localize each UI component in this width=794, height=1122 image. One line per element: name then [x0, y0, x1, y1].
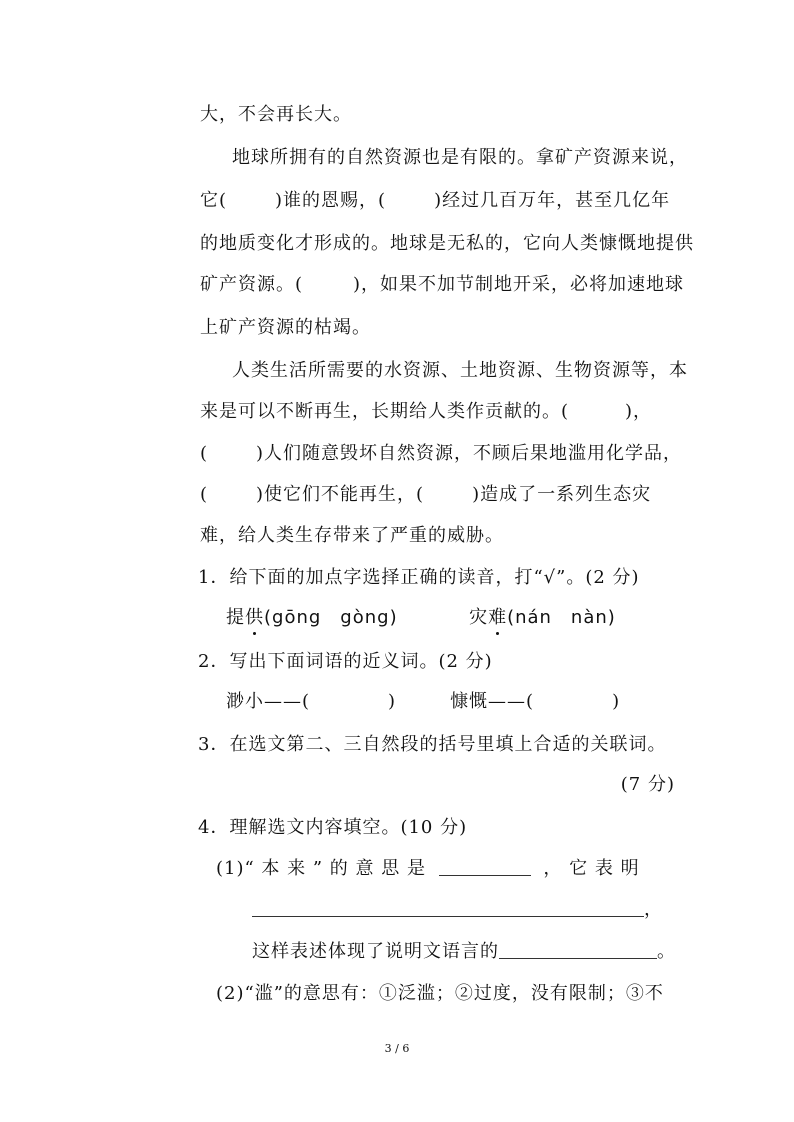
synonym-prompt: 渺小——(	[226, 691, 311, 712]
word-option[interactable]	[469, 607, 616, 628]
sub-question-text: 这样表述体现了说明文语言的	[252, 941, 499, 962]
passage-line	[200, 189, 675, 213]
passage-line	[200, 232, 694, 256]
sub-question-text: (1)“ 本 来 ” 的 意 思 是	[216, 858, 426, 879]
passage-text: )谁的恩赐，(	[275, 190, 387, 211]
question-text: 2．写出下面词语的近义词。(2 分)	[198, 651, 493, 672]
passage-text: )，如果不加节制地开采，必将加速地球	[353, 274, 685, 295]
passage-line	[200, 103, 675, 127]
passage-text: 上矿产资源的枯竭。	[200, 317, 371, 338]
question-4-1-cont	[252, 898, 672, 922]
score-label: (7 分)	[620, 774, 675, 795]
answer-line[interactable]	[499, 940, 657, 959]
char: 提	[226, 607, 245, 628]
sub-question-text: ， 它 表 明	[543, 858, 640, 879]
question-text: 1．给下面的加点字选择正确的读音，打“√”。(2 分)	[198, 567, 640, 588]
question-2-answers	[226, 690, 646, 714]
pinyin-options: (nán nàn)	[507, 607, 616, 628]
answer-line[interactable]	[439, 857, 531, 876]
passage-text: (	[200, 443, 209, 464]
question-1	[198, 566, 678, 590]
passage-text: 人类生活所需要的水资源、土地资源、生物资源等，本	[232, 360, 688, 381]
passage-text: 来是可以不断再生，长期给人类作贡献的。(	[200, 401, 570, 422]
question-4-2	[216, 982, 676, 1006]
dotted-char: 供	[245, 607, 264, 628]
page-number: 3 / 6	[384, 1042, 410, 1055]
question-text: 3．在选文第二、三自然段的括号里填上合适的关联词。	[198, 734, 667, 755]
passage-line	[232, 359, 688, 383]
question-3	[198, 733, 678, 757]
char: 灾	[469, 607, 489, 628]
question-2	[198, 650, 678, 674]
punct: ，	[644, 899, 663, 920]
word-option[interactable]	[226, 607, 398, 628]
passage-text: 的地质变化才形成的。地球是无私的，它向人类慷慨地提供	[200, 233, 694, 254]
passage-line	[200, 442, 683, 466]
paren: )	[388, 691, 397, 712]
question-4-1-cont	[252, 940, 676, 964]
question-text: 4．理解选文内容填空。(10 分)	[198, 817, 468, 838]
passage-line	[200, 400, 675, 424]
passage-text: )人们随意毁坏自然资源，不顾后果地滥用化学品，	[256, 443, 683, 464]
passage-line	[200, 524, 675, 548]
passage-text: 地球所拥有的自然资源也是有限的。拿矿产资源来说，	[232, 147, 688, 168]
question-1-options	[226, 606, 616, 630]
passage-text: (	[200, 484, 209, 505]
passage-line	[200, 483, 675, 507]
punct: 。	[657, 941, 676, 962]
passage-text: 大，不会再长大。	[200, 104, 352, 125]
passage-text: 矿产资源。(	[200, 274, 304, 295]
passage-line	[232, 146, 688, 170]
answer-line[interactable]	[252, 898, 644, 917]
paren: )	[612, 691, 621, 712]
passage-text: )经过几百万年，甚至几亿年	[434, 190, 671, 211]
question-3-score	[560, 773, 675, 797]
passage-text: )，	[625, 401, 653, 422]
passage-line	[200, 273, 685, 297]
pinyin-options: (gōng gòng)	[264, 607, 398, 628]
passage-text: )造成了一系列生态灾	[472, 484, 652, 505]
passage-text: 难，给人类生存带来了严重的威胁。	[200, 525, 504, 546]
synonym-prompt: 慷慨——(	[450, 691, 535, 712]
dotted-char: 难	[488, 607, 508, 628]
passage-text: 它(	[200, 190, 228, 211]
question-4	[198, 816, 678, 840]
passage-line	[200, 316, 675, 340]
passage-text: )使它们不能再生，(	[256, 484, 425, 505]
sub-question-text: (2)“滥”的意思有：①泛滥；②过度，没有限制；③不	[216, 983, 664, 1004]
question-4-1	[216, 857, 676, 881]
